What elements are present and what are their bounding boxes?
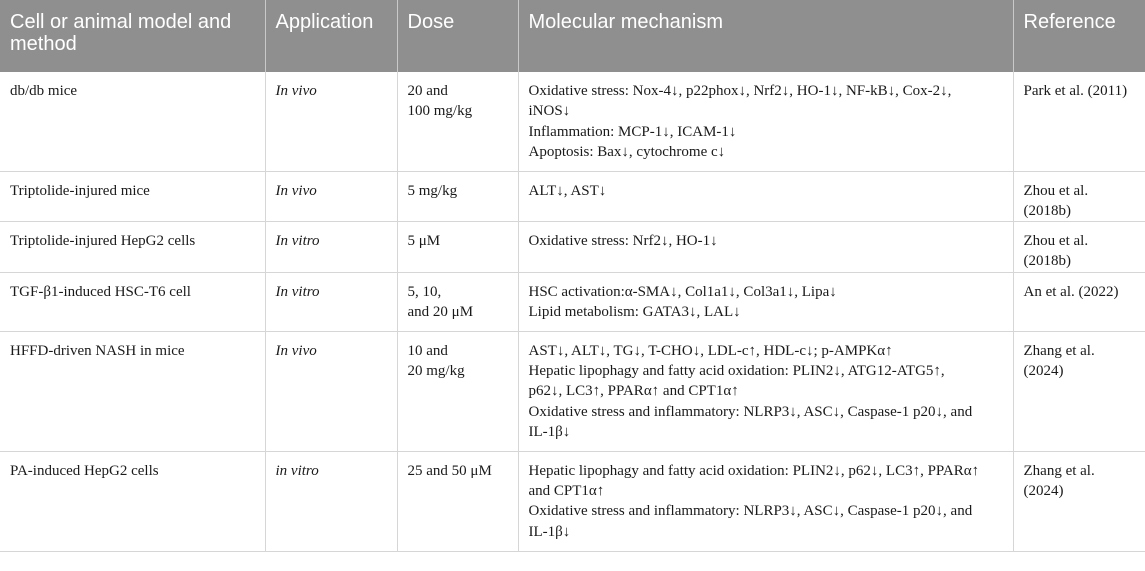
cell-reference: Zhang et al. (2024) — [1013, 331, 1145, 451]
cell-model: Triptolide-injured HepG2 cells — [0, 222, 265, 273]
cell-model: PA-induced HepG2 cells — [0, 451, 265, 551]
header-model: Cell or animal model and method — [0, 0, 265, 72]
cell-dose: 5 μM — [397, 222, 518, 273]
cell-mechanism: AST↓, ALT↓, TG↓, T-CHO↓, LDL-c↑, HDL-c↓; p-AMPKα↑ Hepatic lipophagy and fatty acid oxidation: PLIN2↓, ATG12-ATG5↑, p62↓, LC3↑, PPARα↑ and CPT1α↑ Oxidative stress and inflammatory: NLRP3↓, ASC↓, Caspase-1 p20↓, and IL-1β↓ — [518, 331, 1013, 451]
cell-model: Triptolide-injured mice — [0, 171, 265, 222]
table-row — [0, 222, 1145, 273]
cell-mechanism: Oxidative stress: Nrf2↓, HO-1↓ — [518, 222, 1013, 273]
cell-reference: Zhang et al. (2024) — [1013, 451, 1145, 551]
cell-mechanism: HSC activation:α-SMA↓, Col1a1↓, Col3a1↓, Lipa↓ Lipid metabolism: GATA3↓, LAL↓ — [518, 272, 1013, 331]
header-row — [0, 0, 1145, 72]
cell-mechanism: Hepatic lipophagy and fatty acid oxidation: PLIN2↓, p62↓, LC3↑, PPARα↑ and CPT1α↑ Oxidative stress and inflammatory: NLRP3↓, ASC↓, Caspase-1 p20↓, and IL-1β↓ — [518, 451, 1013, 551]
cell-reference: An et al. (2022) — [1013, 272, 1145, 331]
table-row — [0, 331, 1145, 451]
cell-dose: 5, 10, and 20 μM — [397, 272, 518, 331]
cell-application: In vivo — [265, 331, 397, 451]
cell-reference: Park et al. (2011) — [1013, 72, 1145, 171]
header-mechanism: Molecular mechanism — [518, 0, 1013, 72]
cell-model: db/db mice — [0, 72, 265, 171]
cell-mechanism: ALT↓, AST↓ — [518, 171, 1013, 222]
cell-dose: 20 and 100 mg/kg — [397, 72, 518, 171]
cell-application: In vivo — [265, 171, 397, 222]
table-row — [0, 272, 1145, 331]
cell-reference: Zhou et al. (2018b) — [1013, 171, 1145, 222]
cell-dose: 10 and 20 mg/kg — [397, 331, 518, 451]
cell-application: In vitro — [265, 222, 397, 273]
table-row — [0, 171, 1145, 222]
header-reference: Reference — [1013, 0, 1145, 72]
table-row — [0, 72, 1145, 171]
cell-application: In vivo — [265, 72, 397, 171]
cell-model: HFFD-driven NASH in mice — [0, 331, 265, 451]
table-body — [0, 72, 1145, 551]
cell-application: In vitro — [265, 272, 397, 331]
cell-model: TGF-β1-induced HSC-T6 cell — [0, 272, 265, 331]
cell-mechanism: Oxidative stress: Nox-4↓, p22phox↓, Nrf2↓, HO-1↓, NF-kB↓, Cox-2↓, iNOS↓ Inflammation: MCP-1↓, ICAM-1↓ Apoptosis: Bax↓, cytochrome c↓ — [518, 72, 1013, 171]
cell-reference: Zhou et al. (2018b) — [1013, 222, 1145, 273]
header-dose: Dose — [397, 0, 518, 72]
cell-dose: 25 and 50 μM — [397, 451, 518, 551]
header-application: Application — [265, 0, 397, 72]
cell-dose: 5 mg/kg — [397, 171, 518, 222]
table-row — [0, 451, 1145, 551]
cell-application: in vitro — [265, 451, 397, 551]
table-header — [0, 0, 1145, 72]
